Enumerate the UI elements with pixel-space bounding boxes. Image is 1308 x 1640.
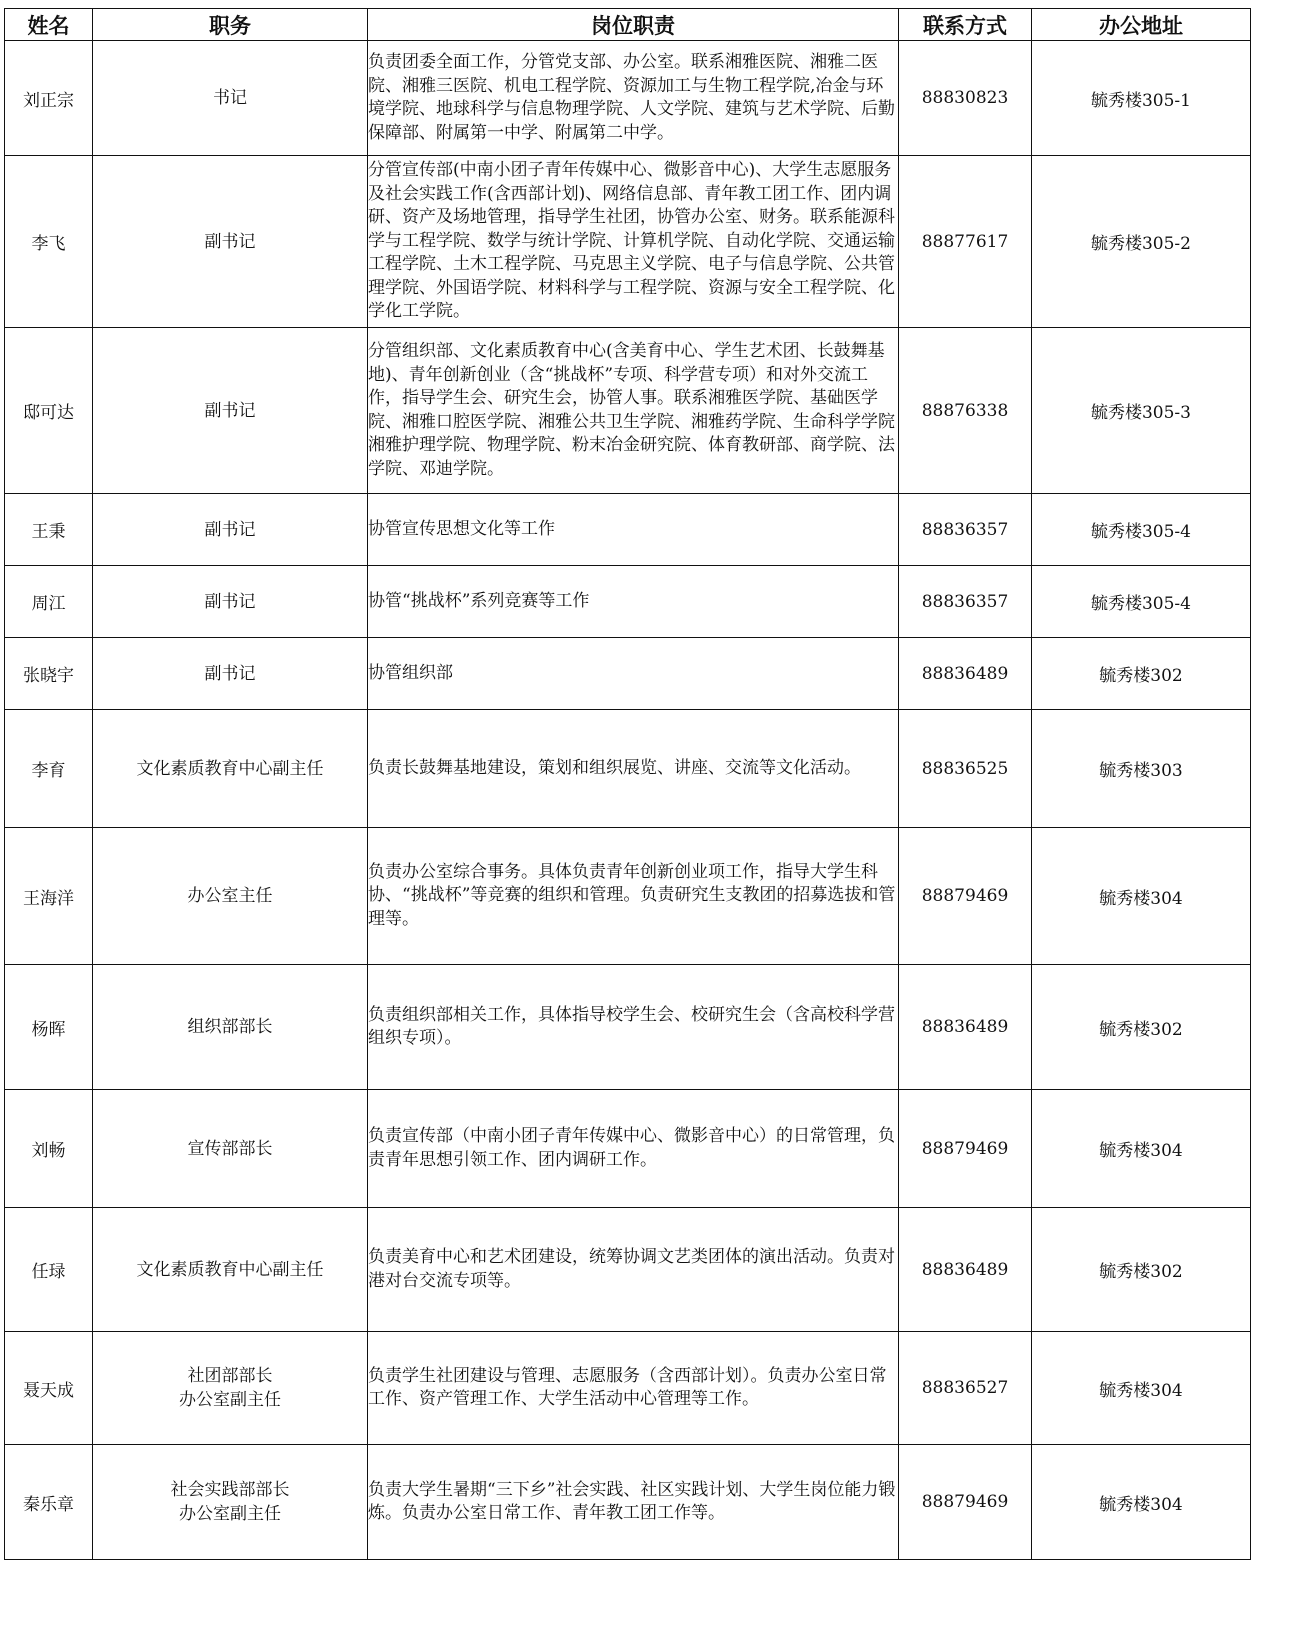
position-line: 社团部部长 bbox=[187, 1366, 273, 1386]
table-row bbox=[5, 1090, 1251, 1208]
position-line: 组织部部长 bbox=[187, 1017, 273, 1037]
cell-position bbox=[93, 1090, 368, 1208]
table-header-row bbox=[5, 9, 1251, 41]
cell-office: 毓秀楼305-3 bbox=[1032, 328, 1251, 494]
cell-phone: 88879469 bbox=[899, 1090, 1032, 1208]
cell-office: 毓秀楼304 bbox=[1032, 1445, 1251, 1560]
cell-phone: 88879469 bbox=[899, 828, 1032, 965]
cell-name: 李育 bbox=[5, 710, 93, 828]
position-line: 宣传部部长 bbox=[187, 1138, 273, 1159]
cell-name: 聂天成 bbox=[5, 1332, 93, 1445]
cell-position bbox=[93, 41, 368, 156]
cell-name: 刘畅 bbox=[5, 1090, 93, 1208]
cell-name: 任琭 bbox=[5, 1208, 93, 1332]
cell-office: 毓秀楼305-4 bbox=[1032, 494, 1251, 566]
position-line: 办公室副主任 bbox=[179, 1390, 281, 1410]
cell-duties: 负责学生社团建设与管理、志愿服务（含西部计划）。负责办公室日常工作、资产管理工作、大学生活动中心管理等工作。 bbox=[368, 1332, 899, 1445]
table-row bbox=[5, 328, 1251, 494]
table-row bbox=[5, 1445, 1251, 1560]
header-phone: 联系方式 bbox=[899, 9, 1032, 41]
position-line: 办公室副主任 bbox=[179, 1504, 281, 1524]
cell-name: 周江 bbox=[5, 566, 93, 638]
cell-duties: 协管组织部 bbox=[368, 638, 899, 710]
cell-office: 毓秀楼302 bbox=[1032, 965, 1251, 1090]
cell-position bbox=[93, 710, 368, 828]
cell-name: 张晓宇 bbox=[5, 638, 93, 710]
position-line: 副书记 bbox=[204, 231, 256, 252]
cell-office: 毓秀楼305-4 bbox=[1032, 566, 1251, 638]
header-position: 职务 bbox=[93, 9, 368, 41]
cell-duties: 负责宣传部（中南小团子青年传媒中心、微影音中心）的日常管理，负责青年思想引领工作、团内调研工作。 bbox=[368, 1090, 899, 1208]
cell-duties: 分管宣传部(中南小团子青年传媒中心、微影音中心)、大学生志愿服务及社会实践工作(含西部计划)、网络信息部、青年教工团工作、团内调研、资产及场地管理，指导学生社团，协管办公室、财务。联系能源科学与工程学院、数学与统计学院、计算机学院、自动化学院、交通运输工程学院、土木工程学院、马克思主义学院、电子与信息学院、公共管理学院、外国语学院、材料科学与工程学院、资源与安全工程学院、化学化工学院。 bbox=[368, 156, 899, 328]
header-duties: 岗位职责 bbox=[368, 9, 899, 41]
cell-phone: 88836357 bbox=[899, 566, 1032, 638]
cell-phone: 88836527 bbox=[899, 1332, 1032, 1445]
cell-name: 秦乐章 bbox=[5, 1445, 93, 1560]
position-line: 文化素质教育中心副主任 bbox=[136, 758, 324, 779]
cell-position bbox=[93, 156, 368, 328]
cell-name: 王秉 bbox=[5, 494, 93, 566]
cell-duties: 分管组织部、文化素质教育中心(含美育中心、学生艺术团、长鼓舞基地)、青年创新创业（含“挑战杯”专项、科学营专项）和对外交流工作，指导学生会、研究生会，协管人事。联系湘雅医学院、基础医学院、湘雅口腔医学院、湘雅公共卫生学院、湘雅药学院、生命科学学院湘雅护理学院、物理学院、粉末冶金研究院、体育教研部、商学院、法学院、邓迪学院。 bbox=[368, 328, 899, 494]
staff-duties-table bbox=[4, 8, 1251, 1560]
cell-duties: 负责美育中心和艺术团建设，统筹协调文艺类团体的演出活动。负责对港对台交流专项等。 bbox=[368, 1208, 899, 1332]
cell-phone: 88836357 bbox=[899, 494, 1032, 566]
cell-office: 毓秀楼303 bbox=[1032, 710, 1251, 828]
cell-duties: 负责组织部相关工作，具体指导校学生会、校研究生会（含高校科学营组织专项）。 bbox=[368, 965, 899, 1090]
cell-position bbox=[93, 494, 368, 566]
cell-phone: 88830823 bbox=[899, 41, 1032, 156]
cell-position bbox=[93, 828, 368, 965]
cell-office: 毓秀楼304 bbox=[1032, 828, 1251, 965]
cell-phone: 88876338 bbox=[899, 328, 1032, 494]
cell-position bbox=[93, 566, 368, 638]
table-row bbox=[5, 566, 1251, 638]
cell-office: 毓秀楼305-2 bbox=[1032, 156, 1251, 328]
table-body bbox=[5, 41, 1251, 1560]
header-office: 办公地址 bbox=[1032, 9, 1251, 41]
table-row bbox=[5, 1332, 1251, 1445]
cell-position bbox=[93, 328, 368, 494]
cell-name: 王海洋 bbox=[5, 828, 93, 965]
cell-office: 毓秀楼304 bbox=[1032, 1332, 1251, 1445]
table-row bbox=[5, 965, 1251, 1090]
position-line: 副书记 bbox=[204, 519, 256, 540]
cell-name: 杨晖 bbox=[5, 965, 93, 1090]
cell-name: 李飞 bbox=[5, 156, 93, 328]
cell-phone: 88836489 bbox=[899, 1208, 1032, 1332]
cell-office: 毓秀楼302 bbox=[1032, 1208, 1251, 1332]
table-row bbox=[5, 710, 1251, 828]
cell-duties: 负责办公室综合事务。具体负责青年创新创业项工作，指导大学生科协、“挑战杯”等竞赛的组织和管理。负责研究生支教团的招募选拔和管理等。 bbox=[368, 828, 899, 965]
cell-position bbox=[93, 1208, 368, 1332]
cell-position bbox=[93, 965, 368, 1090]
cell-phone: 88836489 bbox=[899, 965, 1032, 1090]
position-line: 社会实践部部长 bbox=[170, 1480, 290, 1500]
position-line: 副书记 bbox=[204, 591, 256, 612]
cell-duties: 协管宣传思想文化等工作 bbox=[368, 494, 899, 566]
position-line: 办公室主任 bbox=[187, 886, 273, 906]
table-row bbox=[5, 41, 1251, 156]
cell-position bbox=[93, 1332, 368, 1445]
cell-position bbox=[93, 638, 368, 710]
position-line: 文化素质教育中心副主任 bbox=[136, 1259, 324, 1280]
cell-phone: 88836489 bbox=[899, 638, 1032, 710]
cell-name: 邸可达 bbox=[5, 328, 93, 494]
position-line: 副书记 bbox=[204, 663, 256, 684]
cell-name: 刘正宗 bbox=[5, 41, 93, 156]
cell-office: 毓秀楼304 bbox=[1032, 1090, 1251, 1208]
table-row bbox=[5, 1208, 1251, 1332]
position-line: 书记 bbox=[213, 88, 247, 108]
table-row bbox=[5, 828, 1251, 965]
cell-phone: 88836525 bbox=[899, 710, 1032, 828]
position-line: 副书记 bbox=[204, 400, 256, 421]
cell-office: 毓秀楼305-1 bbox=[1032, 41, 1251, 156]
cell-duties: 协管“挑战杯”系列竞赛等工作 bbox=[368, 566, 899, 638]
cell-position bbox=[93, 1445, 368, 1560]
cell-duties: 负责长鼓舞基地建设，策划和组织展览、讲座、交流等文化活动。 bbox=[368, 710, 899, 828]
header-name: 姓名 bbox=[5, 9, 93, 41]
cell-duties: 负责团委全面工作，分管党支部、办公室。联系湘雅医院、湘雅二医院、湘雅三医院、机电工程学院、资源加工与生物工程学院,冶金与环境学院、地球科学与信息物理学院、人文学院、建筑与艺术学院、后勤保障部、附属第一中学、附属第二中学。 bbox=[368, 41, 899, 156]
cell-duties: 负责大学生暑期“三下乡”社会实践、社区实践计划、大学生岗位能力锻炼。负责办公室日常工作、青年教工团工作等。 bbox=[368, 1445, 899, 1560]
table-row bbox=[5, 156, 1251, 328]
table-row bbox=[5, 638, 1251, 710]
cell-phone: 88877617 bbox=[899, 156, 1032, 328]
cell-phone: 88879469 bbox=[899, 1445, 1032, 1560]
table-row bbox=[5, 494, 1251, 566]
cell-office: 毓秀楼302 bbox=[1032, 638, 1251, 710]
